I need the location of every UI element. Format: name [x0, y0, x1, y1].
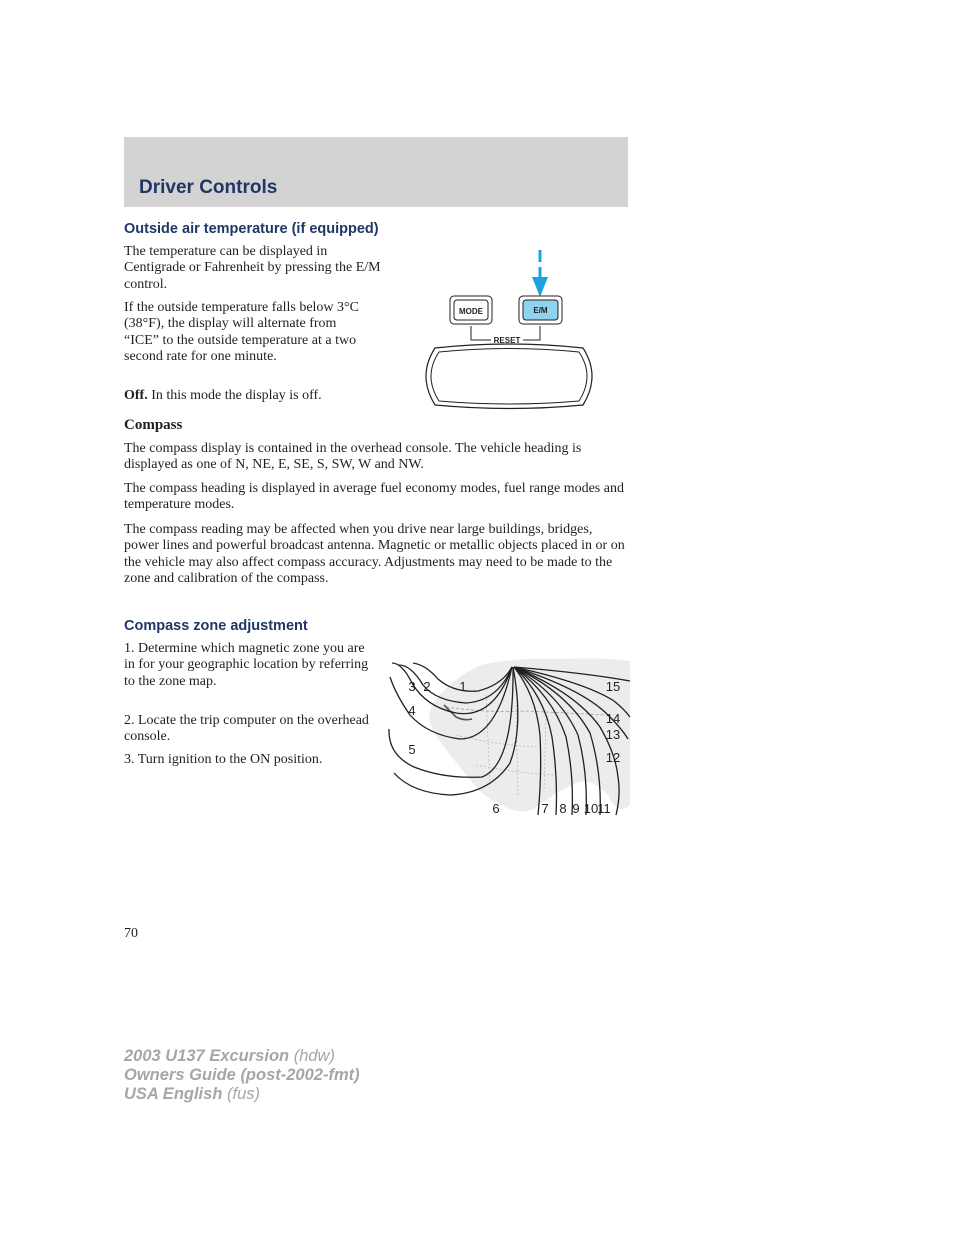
- zone-label-13: 13: [605, 727, 621, 742]
- zone-label-12: 12: [605, 750, 621, 765]
- outside-air-paragraph-2: If the outside temperature falls below 3°C (38°F), the display will alternate from “ICE” to the outside temperature at a two second rate for one minute.: [124, 300, 359, 364]
- zone-label-8: 8: [559, 801, 567, 816]
- zone-label-7: 7: [541, 801, 549, 816]
- zone-adjustment-heading: Compass zone adjustment: [124, 618, 308, 634]
- zone-step-1: 1. Determine which magnetic zone you are in for your geographic location by referring to the zone map.: [124, 641, 369, 689]
- outside-air-paragraph-3: [124, 388, 384, 404]
- zone-label-2: 2: [423, 679, 431, 694]
- em-button-label: E/M: [533, 306, 548, 315]
- compass-paragraph-2: The compass heading is displayed in average fuel economy modes, fuel range modes and temperature modes.: [124, 481, 624, 513]
- reset-bracket: [471, 326, 540, 345]
- page-title: Driver Controls: [139, 177, 278, 198]
- mode-button[interactable]: [450, 296, 492, 324]
- off-description: In this mode the display is off.: [147, 388, 322, 403]
- off-label: Off.: [124, 388, 148, 403]
- mode-button-label: MODE: [459, 307, 483, 316]
- footer-line-1: 2003 U137 Excursion (hdw): [124, 1047, 335, 1065]
- em-button[interactable]: [519, 296, 562, 324]
- reset-label: RESET: [493, 336, 521, 345]
- zone-label-4: 4: [408, 703, 416, 718]
- zone-label-5: 5: [408, 742, 416, 757]
- zone-label-1: 1: [459, 679, 467, 694]
- compass-paragraph-1: The compass display is contained in the overhead console. The vehicle heading is displayed as one of N, NE, E, SE, S, SW, W and NW.: [124, 441, 582, 473]
- outside-air-paragraph-1: The temperature can be displayed in Centigrade or Fahrenheit by pressing the E/M control.: [124, 244, 381, 292]
- magnetic-zone-map: [386, 655, 631, 817]
- zone-step-2: 2. Locate the trip computer on the overhead console.: [124, 713, 369, 745]
- footer-line-2: Owners Guide (post-2002-fmt): [124, 1066, 360, 1084]
- zone-label-9: 9: [572, 801, 580, 816]
- page-number: 70: [124, 926, 138, 941]
- compass-paragraph-3: The compass reading may be affected when you drive near large buildings, bridges, power lines and powerful broadcast antenna. Magnetic or metallic objects placed in or on the vehicle may also affect compass accuracy. Adjustments may need to be made to the zone and calibration of the compass.: [124, 522, 625, 586]
- zone-label-10: 10: [583, 801, 599, 816]
- zone-step-3: 3. Turn ignition to the ON position.: [124, 752, 323, 767]
- overhead-console-figure: [415, 240, 605, 412]
- press-arrow-icon: [532, 250, 548, 297]
- section-header-band: [124, 137, 628, 207]
- footer-line-3: USA English (fus): [124, 1085, 260, 1103]
- zone-label-14: 14: [605, 711, 621, 726]
- zone-label-3: 3: [408, 679, 416, 694]
- outside-air-heading: Outside air temperature (if equipped): [124, 221, 379, 237]
- compass-heading: Compass: [124, 417, 183, 433]
- zone-label-11: 11: [597, 801, 611, 816]
- zone-label-15: 15: [605, 679, 621, 694]
- document-footer: [124, 1047, 360, 1104]
- console-display: [426, 344, 592, 409]
- zone-label-6: 6: [492, 801, 500, 816]
